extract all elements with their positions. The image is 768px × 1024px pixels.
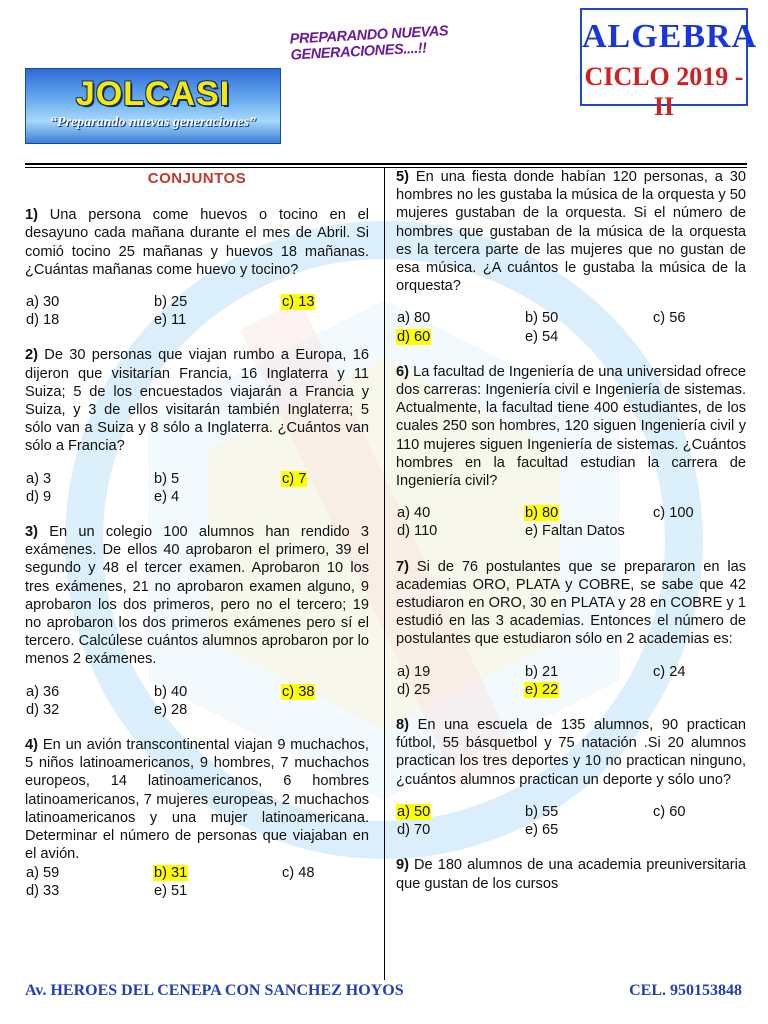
answer-option: c) 48 (282, 864, 315, 881)
answer-options (396, 504, 746, 540)
question-body: En una escuela de 135 alumnos, 90 practican fútbol, 55 básquetbol y 75 natación .Si 20 alumnos practican los tres deportes y 10 no practican ninguno, ¿cuántos alumnos practican un deporte y sólo uno? (396, 717, 746, 788)
subject-title: ALGEBRA (582, 18, 758, 55)
answer-option: e) Faltan Datos (525, 523, 625, 540)
answer-option-correct: e) 22 (525, 681, 559, 698)
question-body: Si de 76 postulantes que se prepararon en las academias ORO, PLATA y COBRE, se sabe que 42 estudiaron en ORO, 30 en PLATA y 28 en COBRE y 1 estudió en las 3 academias. Entonces el número de postulantes que estudiaron sólo en 2 academias es: (396, 558, 746, 648)
answer-option: b) 50 (525, 310, 559, 327)
question-text (25, 346, 369, 455)
question-body: Una persona come huevos o tocino en el desayuno cada mañana durante el mes de Abril. Si comió tocino 25 mañanas y huevos 18 mañanas. ¿Cuántas mañanas come huevo y tocino? (25, 207, 369, 278)
cycle-label: CICLO 2019 - II (584, 62, 744, 121)
answer-options (25, 864, 369, 900)
answer-options (25, 293, 369, 329)
question-body: De 30 personas que viajan rumbo a Europa, 16 dijeron que visitarían Francia, 16 Inglaterra y 11 Suiza; 5 de los encuestados viajarán a Francia y Suiza, y 3 de ellos visitarán también Inglaterra; 5 sólo van a Suiza y 8 sólo a Inglaterra. ¿Cuántos van sólo a Francia? (25, 347, 369, 455)
answer-option-correct: a) 50 (397, 803, 431, 820)
answer-option: c) 60 (653, 803, 686, 820)
answer-option: e) 11 (154, 312, 187, 329)
question-text (396, 716, 746, 789)
question-text (396, 558, 746, 649)
answer-option: e) 51 (154, 882, 188, 899)
question-body: En un colegio 100 alumnos han rendido 3 exámenes. De ellos 40 aprobaron el primero, 39 el segundo y 48 el tercer examen. Aprobaron 10 los tres exámenes, 21 no aprobaron examen alguno, 9 aprobaron los dos primeros, pero no el tercero; 19 no aprobaron los dos primeros exámenes pero sí el tercero. Calcúlese cuántos alumnos aprobaron por lo menos 2 exámenes. (25, 524, 369, 668)
answer-option-correct: c) 13 (282, 294, 315, 311)
footer-phone: CEL. 950153848 (629, 982, 742, 999)
answer-option: d) 18 (26, 312, 60, 329)
answer-option: b) 25 (154, 294, 188, 311)
answer-options (396, 803, 746, 839)
answer-option: c) 24 (653, 663, 686, 680)
answer-option: d) 33 (26, 882, 60, 899)
question-number: 9) (396, 857, 409, 874)
question-number: 2) (25, 347, 38, 364)
answer-option: b) 40 (154, 683, 188, 700)
question-number: 3) (25, 524, 38, 541)
question-gap (396, 541, 746, 558)
brand-logo (25, 68, 281, 144)
right-column (396, 168, 746, 893)
answer-option: e) 28 (154, 701, 188, 718)
subject-box (580, 8, 758, 121)
answer-option: a) 19 (397, 663, 431, 680)
answer-option-correct: b) 31 (154, 864, 188, 881)
answer-option: b) 55 (525, 803, 559, 820)
answer-option: d) 9 (26, 488, 52, 505)
answer-option: d) 25 (397, 681, 431, 698)
question-number: 1) (25, 207, 38, 224)
question-text (396, 168, 746, 295)
answer-option: e) 65 (525, 822, 559, 839)
question-number: 7) (396, 558, 409, 575)
answer-option: e) 4 (154, 488, 180, 505)
header-slogan: PREPARANDO NUEVAS GENERACIONES....!! (289, 23, 449, 64)
column-divider (384, 168, 385, 980)
footer-address: Av. HEROES DEL CENEPA CON SANCHEZ HOYOS (25, 982, 404, 999)
answer-option: a) 3 (26, 470, 52, 487)
question-gap (25, 719, 369, 736)
question-gap (396, 346, 746, 363)
answer-option-correct: c) 7 (282, 470, 307, 487)
question-number: 5) (396, 169, 409, 185)
answer-option: d) 70 (397, 822, 431, 839)
logo-motto: “Preparando nuevas generaciones” (49, 115, 257, 130)
answer-option-correct: d) 60 (397, 328, 431, 345)
left-column (25, 168, 369, 900)
right-question-list (396, 168, 746, 893)
header-rule (25, 163, 747, 165)
answer-options (396, 309, 746, 345)
question-gap (396, 699, 746, 716)
question-gap (25, 329, 369, 346)
question-number: 4) (25, 737, 38, 754)
answer-option: c) 56 (653, 310, 686, 327)
answer-options (396, 663, 746, 699)
answer-option-correct: b) 80 (525, 505, 559, 522)
answer-option: a) 30 (26, 294, 60, 311)
answer-option: d) 32 (26, 701, 60, 718)
answer-option: a) 36 (26, 683, 60, 700)
answer-option: d) 110 (397, 523, 438, 540)
question-text (396, 363, 746, 490)
question-text (25, 523, 369, 669)
answer-option: a) 80 (397, 310, 431, 327)
answer-option-correct: c) 38 (282, 683, 315, 700)
answer-option: a) 40 (397, 505, 431, 522)
question-number: 8) (396, 717, 409, 734)
question-number: 6) (396, 363, 409, 380)
logo-brand-name: JOLCASI (75, 75, 231, 113)
section-title: CONJUNTOS (147, 170, 247, 187)
question-gap (396, 839, 746, 856)
question-body: De 180 alumnos de una academia preuniversitaria que gustan de los cursos (396, 857, 746, 892)
answer-options (25, 470, 369, 506)
answer-option: a) 59 (26, 864, 60, 881)
left-question-list (25, 206, 369, 900)
answer-options (25, 683, 369, 719)
question-text (25, 736, 369, 863)
question-text (25, 206, 369, 279)
answer-option: b) 21 (525, 663, 559, 680)
question-body: En una fiesta donde habían 120 personas, a 30 hombres no les gustaba la música de la orquesta y 50 mujeres gustaban de la orquesta. Si el número de hombres que gustaban de la música de la orquesta es la tercera parte de las mujeres que no gustan de esa música. ¿A cuántos le gustaba la música de la orquesta? (396, 169, 746, 295)
answer-option: c) 100 (653, 505, 694, 522)
question-gap (25, 506, 369, 523)
question-text (396, 856, 746, 892)
answer-option: e) 54 (525, 328, 559, 345)
question-body: La facultad de Ingeniería de una universidad ofrece dos carreras: Ingeniería civil e Ingeniería de sistemas. Actualmente, la facultad tiene 400 estudiantes, de los cuales 250 son hombres, 120 siguen Ingeniería civil y 110 mujeres siguen Ingeniería de sistemas. ¿Cuántos hombres en la facultad estudian la carrera de Ingeniería civil? (396, 363, 746, 490)
answer-option: b) 5 (154, 470, 180, 487)
question-body: En un avión transcontinental viajan 9 muchachos, 5 niños latinoamericanos, 9 hombres, 7 muchachos europeos, 14 latinoamericanos, 6 hombres latinoamericanos, 7 mujeres europeas, 2 muchachos latinoamericanos y una mujer latinoamericana. Determinar el número de personas que viajaban en el avión. (25, 737, 369, 863)
